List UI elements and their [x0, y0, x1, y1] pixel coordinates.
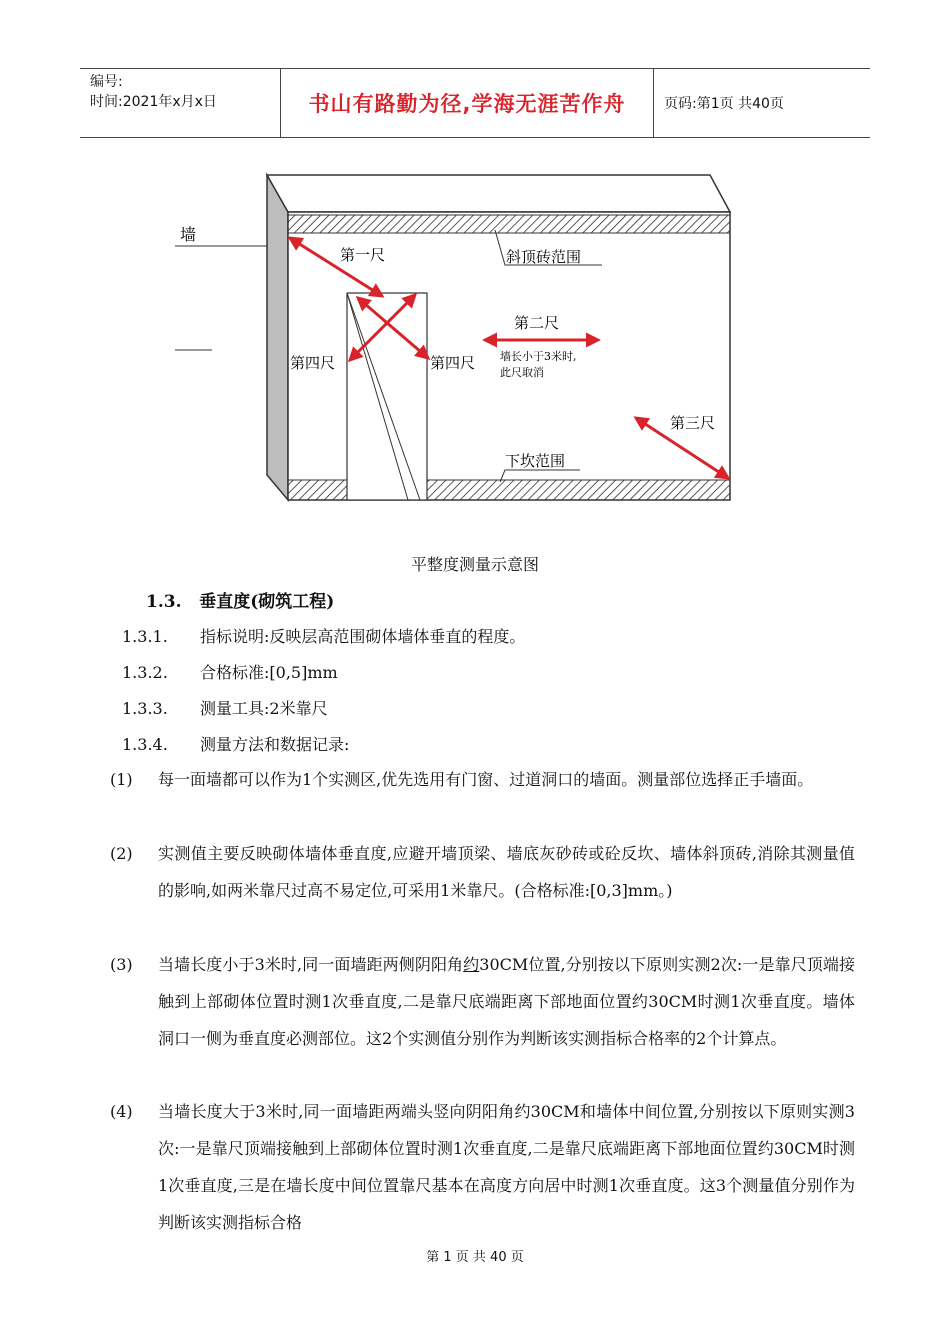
paragraph-text-b: 30CM位置,分别按以下原则实测2次:一是靠尺顶端接触到上部砌体位置时测1次垂直度,二是靠尺底端距离下部地面位置约30CM时测1次垂直度。墙体洞口一侧为垂直度必测部位。这2个实测值分别作为判断该实测指标合格率的2个计算点。	[158, 955, 855, 1048]
ruler2-label: 第二尺	[514, 314, 560, 332]
figure-caption: 平整度测量示意图	[410, 555, 539, 574]
header-meta	[80, 69, 281, 137]
paragraph-4	[110, 1093, 855, 1241]
item-1-3-4	[122, 726, 349, 763]
page-footer: 第 1 页 共 40 页	[426, 1250, 524, 1265]
item-number: 1.3.4.	[122, 735, 168, 754]
item-text: 合格标准:[0,5]mm	[200, 663, 338, 682]
ruler2-note-line2: 此尺取消	[500, 366, 544, 379]
paragraph-number: (1)	[110, 770, 133, 789]
header-motto: 书山有路勤为径,学海无涯苦作舟	[281, 69, 654, 137]
item-1-3-3	[122, 690, 328, 727]
item-1-3-2	[122, 654, 338, 691]
paragraph-text-underlined: 约	[463, 955, 480, 974]
wall-side-face	[267, 175, 288, 500]
paragraph-number: (3)	[110, 955, 133, 974]
item-number: 1.3.1.	[122, 627, 168, 646]
paragraph-text-a: 当墙长度小于3米时,同一面墙距两侧阴阳角	[158, 955, 464, 974]
item-number: 1.3.3.	[122, 699, 168, 718]
section-heading	[146, 584, 334, 621]
ruler1-label: 第一尺	[340, 246, 386, 264]
paragraph-text: 每一面墙都可以作为1个实测区,优先选用有门窗、过道洞口的墙面。测量部位选择正手墙面。	[158, 770, 814, 789]
item-text: 测量方法和数据记录:	[200, 735, 350, 754]
item-text: 测量工具:2米靠尺	[200, 699, 328, 718]
paragraph-2	[110, 835, 855, 909]
section-title: 垂直度(砌筑工程)	[199, 592, 335, 612]
paragraph-text: 实测值主要反映砌体墙体垂直度,应避开墙顶梁、墙底灰砂砖或砼反坎、墙体斜顶砖,消除其测量值的影响,如两米靠尺过高不易定位,可采用1米靠尺。(合格标准:[0,3]mm。)	[158, 844, 855, 900]
header-page-info: 页码:第1页 共40页	[664, 96, 784, 112]
wall-label: 墙	[180, 225, 197, 244]
header-time: 时间:2021年x月x日	[90, 94, 217, 110]
paragraph-3	[110, 946, 855, 1057]
wall-top-face	[267, 175, 730, 212]
flatness-diagram	[170, 170, 750, 520]
paragraph-number: (2)	[110, 844, 133, 863]
section-number: 1.3.	[146, 592, 182, 612]
item-1-3-1	[122, 618, 525, 655]
ruler3-label: 第三尺	[670, 414, 716, 432]
page-header	[80, 68, 870, 138]
ruler4-left-label: 第四尺	[290, 354, 336, 372]
item-number: 1.3.2.	[122, 663, 168, 682]
top-band-label: 斜顶砖范围	[506, 248, 582, 266]
ruler2-note-line1: 墙长小于3米时,	[500, 350, 577, 363]
paragraph-text: 当墙长度大于3米时,同一面墙距两端头竖向阴阳角约30CM和墙体中间位置,分别按以下原则实测3次:一是靠尺顶端接触到上部砌体位置时测1次垂直度,二是靠尺底端距离下部地面位置约30CM时测1次垂直度,三是在墙长度中间位置靠尺基本在高度方向居中时测1次垂直度。这3个测量值分别作为判断该实测指标合格	[158, 1102, 855, 1232]
item-text: 指标说明:反映层高范围砌体墙体垂直的程度。	[200, 627, 526, 646]
top-hatch-band	[288, 215, 730, 233]
paragraph-text	[110, 946, 855, 1057]
paragraph-number: (4)	[110, 1102, 133, 1121]
ruler4-right-label: 第四尺	[430, 354, 476, 372]
bottom-band-label: 下坎范围	[505, 452, 566, 470]
header-number: 编号:	[90, 74, 123, 90]
paragraph-1	[110, 761, 855, 798]
